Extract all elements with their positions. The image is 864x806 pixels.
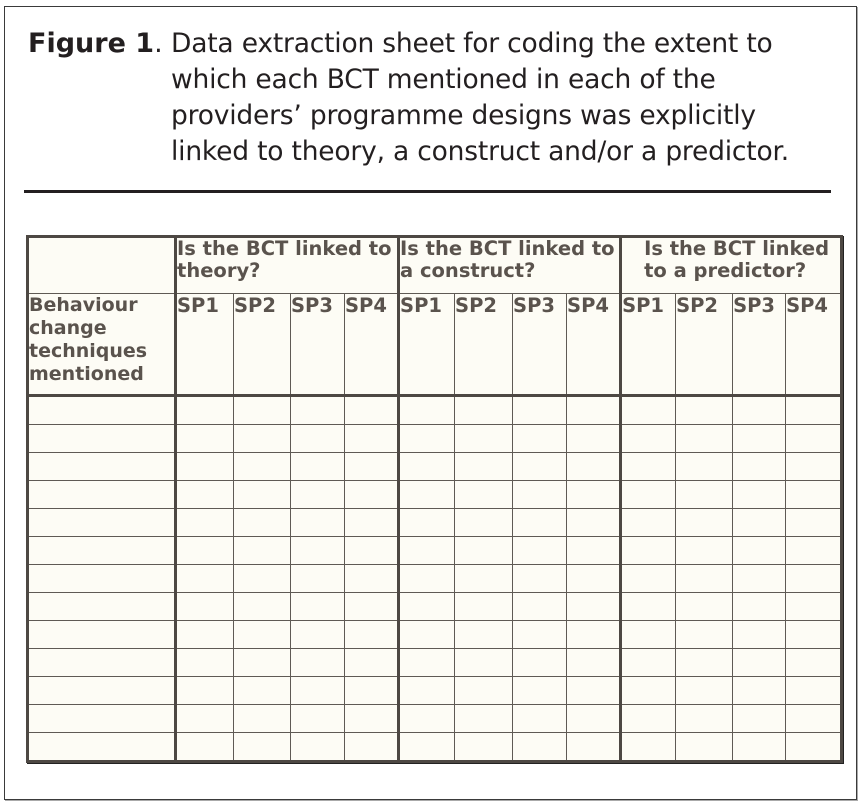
- coding-cell: [399, 481, 455, 509]
- coding-cell: [513, 537, 567, 565]
- sp-header-row: [28, 294, 842, 396]
- coding-cell: [621, 649, 676, 677]
- coding-cell: [291, 396, 345, 425]
- theory-sp3-header: SP3: [291, 294, 345, 396]
- coding-cell: [399, 649, 455, 677]
- coding-cell: [621, 509, 676, 537]
- coding-cell: [513, 509, 567, 537]
- header-empty-cell: [28, 237, 176, 294]
- coding-cell: [455, 649, 513, 677]
- coding-cell: [176, 705, 234, 733]
- coding-cell: [786, 509, 842, 537]
- coding-cell: [733, 425, 786, 453]
- coding-cell: [291, 705, 345, 733]
- coding-cell: [786, 677, 842, 705]
- coding-cell: [291, 677, 345, 705]
- coding-cell: [786, 396, 842, 425]
- coding-cell: [733, 565, 786, 593]
- bct-entry-cell: [28, 649, 176, 677]
- coding-cell: [621, 396, 676, 425]
- figure-label-punct: .: [154, 28, 163, 59]
- coding-cell: [455, 565, 513, 593]
- coding-cell: [455, 396, 513, 425]
- coding-cell: [176, 509, 234, 537]
- coding-cell: [733, 453, 786, 481]
- coding-cell: [733, 593, 786, 621]
- coding-cell: [513, 733, 567, 762]
- coding-cell: [234, 649, 291, 677]
- coding-cell: [176, 453, 234, 481]
- bct-entry-cell: [28, 453, 176, 481]
- coding-cell: [513, 705, 567, 733]
- coding-cell: [176, 425, 234, 453]
- figure-number: Figure 1: [28, 28, 155, 59]
- coding-cell: [176, 649, 234, 677]
- coding-cell: [291, 537, 345, 565]
- coding-cell: [567, 705, 621, 733]
- coding-cell: [567, 396, 621, 425]
- group-header-predictor: Is the BCT linked to a predictor?: [621, 237, 842, 294]
- coding-cell: [176, 593, 234, 621]
- coding-cell: [733, 705, 786, 733]
- coding-cell: [786, 425, 842, 453]
- coding-cell: [399, 705, 455, 733]
- coding-cell: [567, 453, 621, 481]
- coding-cell: [621, 565, 676, 593]
- coding-cell: [345, 621, 399, 649]
- table-row: [28, 565, 842, 593]
- coding-cell: [786, 705, 842, 733]
- coding-cell: [291, 481, 345, 509]
- coding-cell: [567, 649, 621, 677]
- coding-cell: [345, 453, 399, 481]
- coding-cell: [399, 453, 455, 481]
- coding-cell: [234, 453, 291, 481]
- coding-cell: [676, 425, 733, 453]
- coding-cell: [234, 396, 291, 425]
- coding-cell: [345, 509, 399, 537]
- coding-cell: [399, 509, 455, 537]
- coding-cell: [234, 481, 291, 509]
- coding-cell: [345, 649, 399, 677]
- coding-cell: [455, 425, 513, 453]
- coding-cell: [733, 677, 786, 705]
- coding-cell: [176, 481, 234, 509]
- table-body: [28, 396, 842, 762]
- coding-cell: [567, 621, 621, 649]
- coding-cell: [234, 425, 291, 453]
- bct-entry-cell: [28, 396, 176, 425]
- table-row: [28, 425, 842, 453]
- coding-cell: [676, 396, 733, 425]
- coding-cell: [786, 593, 842, 621]
- theory-sp1-header: SP1: [176, 294, 234, 396]
- coding-cell: [621, 425, 676, 453]
- coding-cell: [567, 537, 621, 565]
- coding-cell: [676, 733, 733, 762]
- theory-sp4-header: SP4: [345, 294, 399, 396]
- coding-cell: [513, 396, 567, 425]
- coding-cell: [676, 453, 733, 481]
- coding-cell: [176, 396, 234, 425]
- coding-cell: [291, 733, 345, 762]
- coding-cell: [567, 425, 621, 453]
- bct-column-header: Behaviour change techniques mentioned: [28, 294, 176, 396]
- coding-cell: [567, 565, 621, 593]
- coding-cell: [513, 677, 567, 705]
- coding-cell: [455, 733, 513, 762]
- coding-cell: [676, 593, 733, 621]
- coding-cell: [399, 677, 455, 705]
- bct-entry-cell: [28, 593, 176, 621]
- bct-entry-cell: [28, 481, 176, 509]
- coding-cell: [733, 396, 786, 425]
- bct-entry-cell: [28, 537, 176, 565]
- coding-cell: [513, 425, 567, 453]
- coding-cell: [676, 705, 733, 733]
- figure-label: [28, 26, 163, 62]
- coding-cell: [786, 481, 842, 509]
- coding-cell: [399, 733, 455, 762]
- group-header-construct: Is the BCT linked to a construct?: [399, 237, 621, 294]
- coding-cell: [455, 593, 513, 621]
- coding-cell: [176, 677, 234, 705]
- coding-cell: [786, 453, 842, 481]
- construct-sp4-header: SP4: [567, 294, 621, 396]
- coding-cell: [176, 565, 234, 593]
- coding-cell: [513, 621, 567, 649]
- table-row: [28, 677, 842, 705]
- coding-cell: [513, 593, 567, 621]
- group-header-theory: Is the BCT linked to theory?: [176, 237, 399, 294]
- coding-cell: [345, 593, 399, 621]
- coding-cell: [621, 733, 676, 762]
- coding-cell: [345, 537, 399, 565]
- table-row: [28, 649, 842, 677]
- coding-cell: [513, 453, 567, 481]
- table-row: [28, 733, 842, 762]
- coding-cell: [676, 481, 733, 509]
- coding-cell: [291, 565, 345, 593]
- theory-sp2-header: SP2: [234, 294, 291, 396]
- coding-cell: [234, 733, 291, 762]
- coding-cell: [455, 453, 513, 481]
- table-row: [28, 509, 842, 537]
- coding-cell: [234, 593, 291, 621]
- coding-cell: [621, 705, 676, 733]
- coding-cell: [567, 733, 621, 762]
- table-row: [28, 396, 842, 425]
- coding-cell: [621, 621, 676, 649]
- coding-cell: [234, 537, 291, 565]
- coding-cell: [399, 565, 455, 593]
- coding-cell: [513, 481, 567, 509]
- coding-cell: [345, 677, 399, 705]
- group-header-row: [28, 237, 842, 294]
- coding-cell: [291, 649, 345, 677]
- bct-entry-cell: [28, 677, 176, 705]
- coding-cell: [786, 649, 842, 677]
- bct-entry-cell: [28, 733, 176, 762]
- coding-cell: [513, 649, 567, 677]
- coding-cell: [455, 677, 513, 705]
- coding-cell: [621, 453, 676, 481]
- coding-cell: [345, 481, 399, 509]
- coding-cell: [176, 621, 234, 649]
- table-row: [28, 621, 842, 649]
- coding-cell: [455, 537, 513, 565]
- coding-cell: [345, 565, 399, 593]
- coding-cell: [676, 621, 733, 649]
- construct-sp2-header: SP2: [455, 294, 513, 396]
- coding-cell: [513, 565, 567, 593]
- predictor-sp1-header: SP1: [621, 294, 676, 396]
- construct-sp1-header: SP1: [399, 294, 455, 396]
- coding-cell: [676, 649, 733, 677]
- coding-cell: [786, 537, 842, 565]
- coding-cell: [176, 733, 234, 762]
- coding-cell: [234, 705, 291, 733]
- coding-cell: [345, 733, 399, 762]
- coding-cell: [291, 453, 345, 481]
- coding-cell: [291, 593, 345, 621]
- coding-cell: [676, 565, 733, 593]
- coding-cell: [399, 425, 455, 453]
- coding-cell: [234, 621, 291, 649]
- bct-entry-cell: [28, 565, 176, 593]
- coding-cell: [291, 621, 345, 649]
- coding-cell: [676, 537, 733, 565]
- coding-cell: [399, 396, 455, 425]
- coding-cell: [399, 537, 455, 565]
- coding-cell: [567, 677, 621, 705]
- predictor-sp3-header: SP3: [733, 294, 786, 396]
- coding-cell: [291, 509, 345, 537]
- table-row: [28, 453, 842, 481]
- coding-cell: [786, 621, 842, 649]
- coding-cell: [234, 509, 291, 537]
- table-row: [28, 705, 842, 733]
- coding-cell: [621, 537, 676, 565]
- coding-cell: [345, 705, 399, 733]
- coding-cell: [786, 565, 842, 593]
- construct-sp3-header: SP3: [513, 294, 567, 396]
- predictor-sp4-header: SP4: [786, 294, 842, 396]
- coding-cell: [567, 481, 621, 509]
- coding-cell: [234, 677, 291, 705]
- coding-cell: [733, 649, 786, 677]
- table-row: [28, 593, 842, 621]
- coding-cell: [399, 621, 455, 649]
- coding-cell: [733, 537, 786, 565]
- coding-cell: [176, 537, 234, 565]
- coding-cell: [733, 509, 786, 537]
- coding-cell: [455, 705, 513, 733]
- caption-rule: [24, 190, 831, 193]
- bct-entry-cell: [28, 705, 176, 733]
- coding-cell: [567, 509, 621, 537]
- coding-cell: [345, 396, 399, 425]
- coding-cell: [345, 425, 399, 453]
- bct-entry-cell: [28, 425, 176, 453]
- coding-cell: [733, 481, 786, 509]
- coding-cell: [733, 621, 786, 649]
- coding-cell: [676, 677, 733, 705]
- table-row: [28, 481, 842, 509]
- coding-cell: [786, 733, 842, 762]
- coding-cell: [234, 565, 291, 593]
- bct-entry-cell: [28, 509, 176, 537]
- figure-caption-text: Data extraction sheet for coding the extent to which each BCT mentioned in each of the providers’ programme designs was explicitly linked to theory, a construct and/or a predictor.: [171, 28, 789, 167]
- coding-cell: [291, 425, 345, 453]
- coding-cell: [621, 677, 676, 705]
- data-extraction-table: [26, 235, 843, 763]
- coding-cell: [676, 509, 733, 537]
- coding-cell: [399, 593, 455, 621]
- coding-cell: [621, 481, 676, 509]
- coding-cell: [455, 621, 513, 649]
- bct-entry-cell: [28, 621, 176, 649]
- coding-cell: [733, 733, 786, 762]
- coding-cell: [455, 509, 513, 537]
- coding-cell: [455, 481, 513, 509]
- coding-cell: [621, 593, 676, 621]
- coding-cell: [567, 593, 621, 621]
- predictor-sp2-header: SP2: [676, 294, 733, 396]
- table-row: [28, 537, 842, 565]
